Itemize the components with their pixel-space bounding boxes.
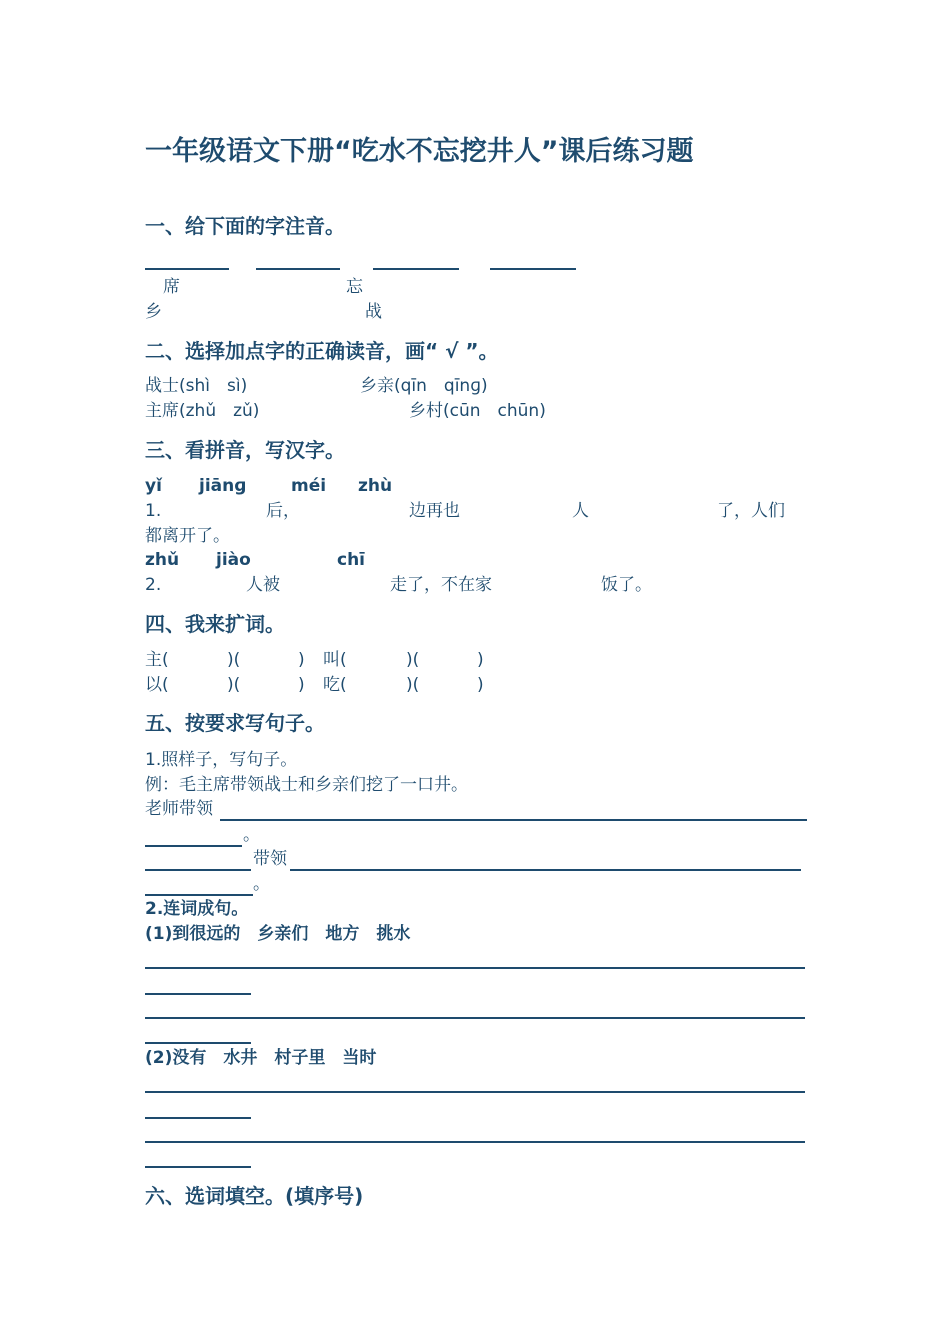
char-xiang: 乡 xyxy=(145,302,162,322)
sentence-part: 走了，不在家 xyxy=(390,575,492,595)
answer-line[interactable] xyxy=(290,869,801,871)
answer-line[interactable] xyxy=(145,268,229,270)
pinyin: méi xyxy=(291,476,327,496)
choice-item: 乡亲(qīn qīnɡ) xyxy=(360,376,488,396)
answer-line[interactable] xyxy=(145,869,251,871)
answer-line[interactable] xyxy=(145,967,805,969)
sentence-end: 。 xyxy=(243,825,260,845)
word-slot: )( xyxy=(406,675,420,695)
answer-line[interactable] xyxy=(145,993,251,995)
char-zhan: 战 xyxy=(365,302,382,322)
sentence-part: 人被 xyxy=(246,575,280,595)
answer-line[interactable] xyxy=(373,268,459,270)
answer-line[interactable] xyxy=(145,1166,251,1168)
answer-line[interactable] xyxy=(256,268,340,270)
sentence-part: 了，人们 xyxy=(717,501,785,521)
answer-line[interactable] xyxy=(145,845,242,847)
sentence-continuation: 都离开了。 xyxy=(145,526,230,546)
pinyin: chī xyxy=(337,550,366,570)
sentence-part: 人 xyxy=(572,501,589,521)
section-2-heading: 二、选择加点字的正确读音，画“ √ ”。 xyxy=(145,339,499,363)
answer-line[interactable] xyxy=(145,1042,251,1044)
answer-line[interactable] xyxy=(145,1017,805,1019)
word-slot: 吃( xyxy=(323,675,347,695)
word-slot: ) xyxy=(298,675,305,695)
section-6-heading: 六、选词填空。(填序号) xyxy=(145,1184,364,1208)
subquestion-label: 2.连词成句。 xyxy=(145,899,249,919)
word-slot: )( xyxy=(227,650,241,670)
answer-line[interactable] xyxy=(220,819,807,821)
answer-line[interactable] xyxy=(145,1141,805,1143)
sentence-end: 。 xyxy=(253,874,270,894)
choice-item: 乡村(cūn chūn) xyxy=(409,401,546,421)
word-slot: ) xyxy=(477,675,484,695)
word-group: (1)到很远的 乡亲们 地方 挑水 xyxy=(145,924,411,944)
question-number: 1. xyxy=(145,501,162,521)
word-slot: )( xyxy=(227,675,241,695)
answer-line[interactable] xyxy=(490,268,576,270)
word-slot: 叫( xyxy=(323,650,347,670)
answer-line[interactable] xyxy=(145,1117,251,1119)
page-title: 一年级语文下册“吃水不忘挖井人”课后练习题 xyxy=(145,136,694,167)
pinyin: jiào xyxy=(216,550,251,570)
word-slot: )( xyxy=(406,650,420,670)
section-1-heading: 一、给下面的字注音。 xyxy=(145,214,345,238)
sentence-part: 后， xyxy=(266,501,300,521)
word-slot: 主( xyxy=(145,650,169,670)
pinyin: jiānɡ xyxy=(199,476,247,496)
prompt-text: 老师带领 xyxy=(145,799,213,819)
choice-item: 战士(shì sì) xyxy=(145,376,248,396)
subquestion-label: 1.照样子，写句子。 xyxy=(145,750,298,770)
choice-item: 主席(zhǔ zǔ) xyxy=(145,401,260,421)
pinyin: yǐ xyxy=(145,476,162,496)
word-slot: 以( xyxy=(145,675,169,695)
answer-line[interactable] xyxy=(145,894,253,896)
char-wang: 忘 xyxy=(346,277,363,297)
char-xi: 席 xyxy=(163,277,180,297)
section-4-heading: 四、我来扩词。 xyxy=(145,612,285,636)
example-sentence: 例：毛主席带领战士和乡亲们挖了一口井。 xyxy=(145,775,468,795)
prompt-text: 带领 xyxy=(253,849,287,869)
sentence-part: 饭了。 xyxy=(601,575,652,595)
word-slot: ) xyxy=(477,650,484,670)
pinyin: zhǔ xyxy=(145,550,180,570)
word-slot: ) xyxy=(298,650,305,670)
question-number: 2. xyxy=(145,575,162,595)
pinyin: zhù xyxy=(358,476,393,496)
section-5-heading: 五、按要求写句子。 xyxy=(145,711,325,735)
section-3-heading: 三、看拼音，写汉字。 xyxy=(145,438,345,462)
answer-line[interactable] xyxy=(145,1091,805,1093)
sentence-part: 边再也 xyxy=(409,501,460,521)
word-group: (2)没有 水井 村子里 当时 xyxy=(145,1048,377,1068)
